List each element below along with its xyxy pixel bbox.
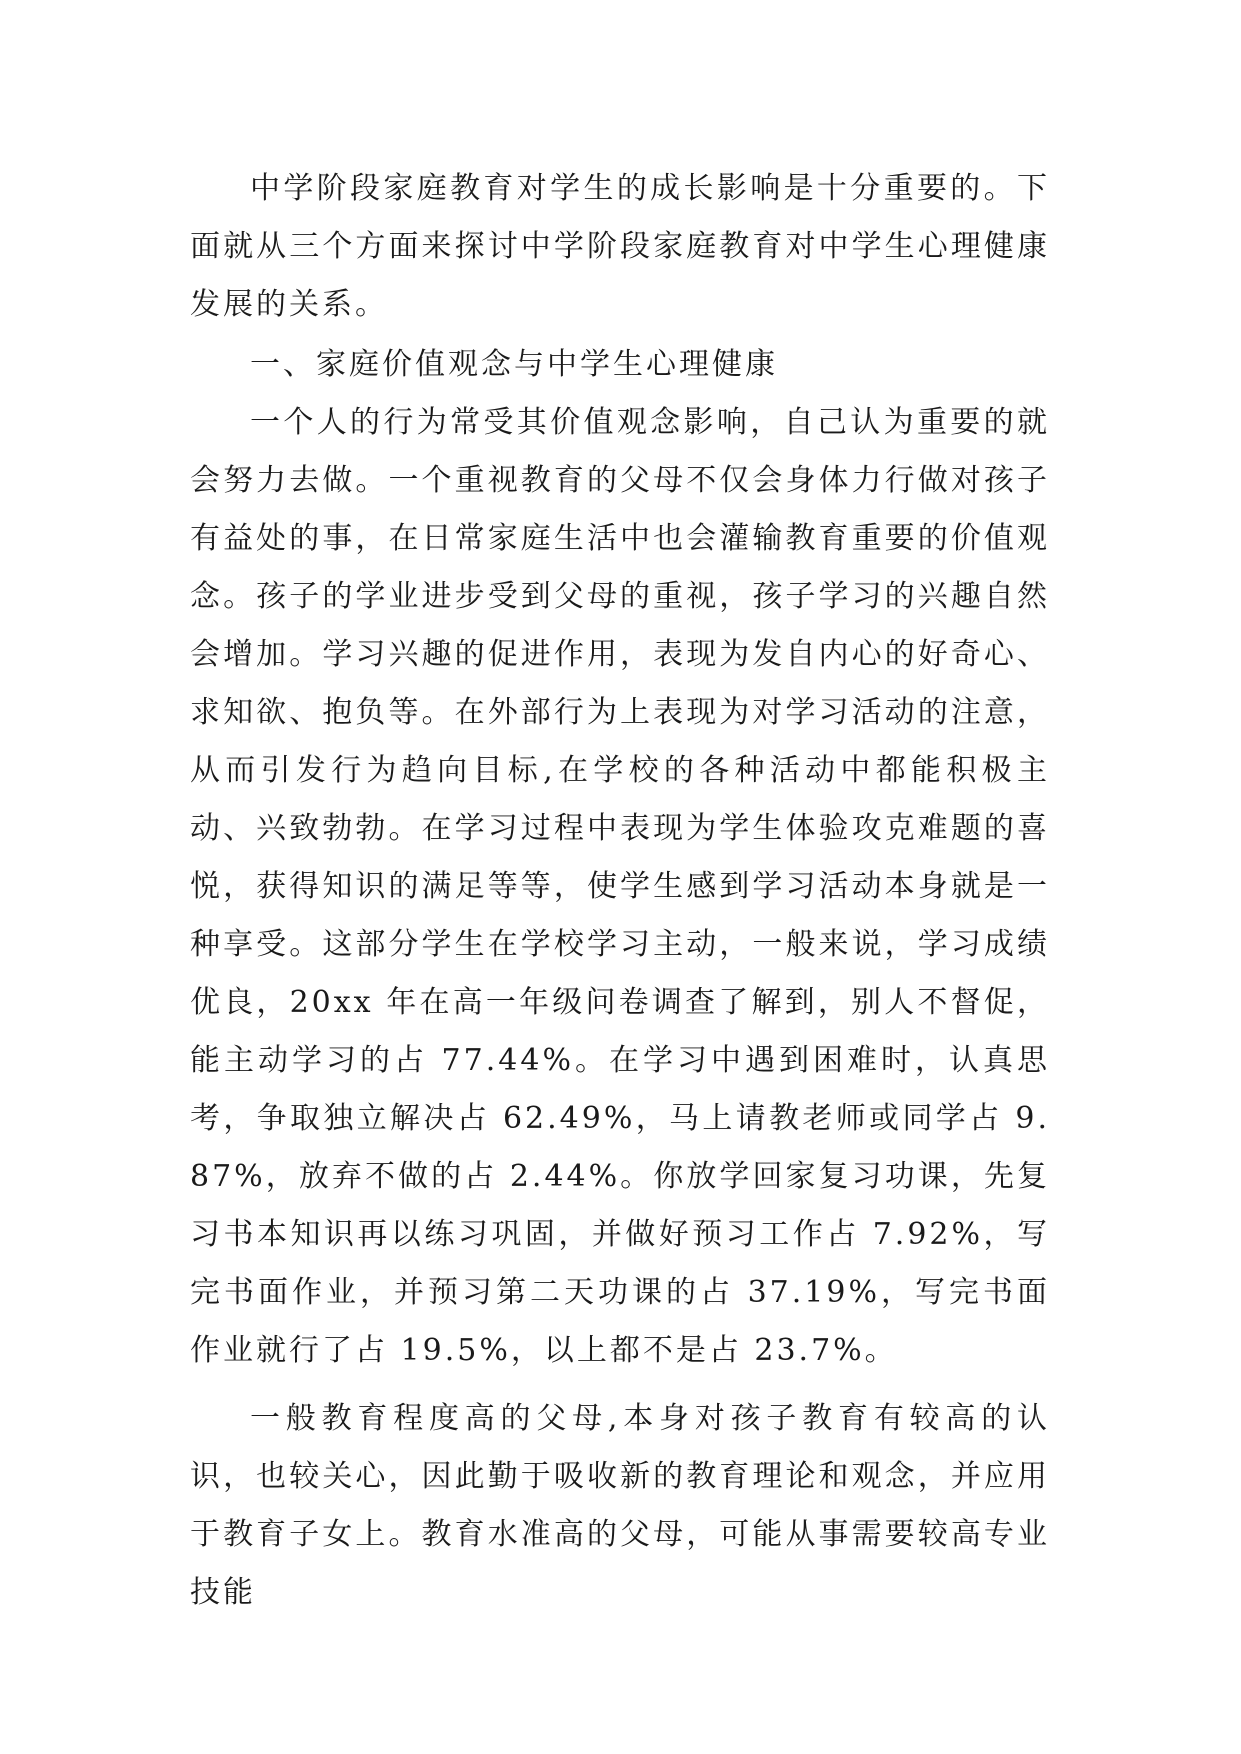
body-paragraph: 一般教育程度高的父母,本身对孩子教育有较高的认识，也较关心，因此勤于吸收新的教育理论和观念，并应用于教育子女上。教育水准高的父母，可能从事需要较高专业技能 xyxy=(190,1401,1050,1610)
body-paragraph: 一个人的行为常受其价值观念影响，自己认为重要的就会努力去做。一个重视教育的父母不仅会身体力行做对孩子有益处的事，在日常家庭生活中也会灌输教育重要的价值观念。孩子的学业进步受到父母的重视，孩子学习的兴趣自然会增加。学习兴趣的促进作用，表现为发自内心的好奇心、求知欲、抱负等。在外部行为上表现为对学习活动的注意，从而引发行为趋向目标,在学校的各种活动中都能积极主动、兴致勃勃。在学习过程中表现为学生体验攻克难题的喜悦，获得知识的满足等等，使学生感到学习活动本身就是一种享受。这部分学生在学校学习主动，一般来说，学习成绩优良，20xx 年在高一年级问卷调查了解到，别人不督促，能主动学习的占 77.44%。在学习中遇到困难时，认真思考，争取独立解决占 62.49%，马上请教老师或同学占 9.87%，放弃不做的占 2.44%。你放学回家复习功课，先复习书本知识再以练习巩固，并做好预习工作占 7.92%，写完书面作业，并预习第二天功课的占 37.19%，写完书面作业就行了占 19.5%，以上都不是占 23.7%。 xyxy=(190,405,1050,1368)
intro-paragraph: 中学阶段家庭教育对学生的成长影响是十分重要的。下面就从三个方面来探讨中学阶段家庭教育对中学生心理健康发展的关系。 xyxy=(190,171,1050,322)
section-heading: 一、家庭价值观念与中学生心理健康 xyxy=(250,347,778,382)
document-body xyxy=(190,160,1050,1622)
